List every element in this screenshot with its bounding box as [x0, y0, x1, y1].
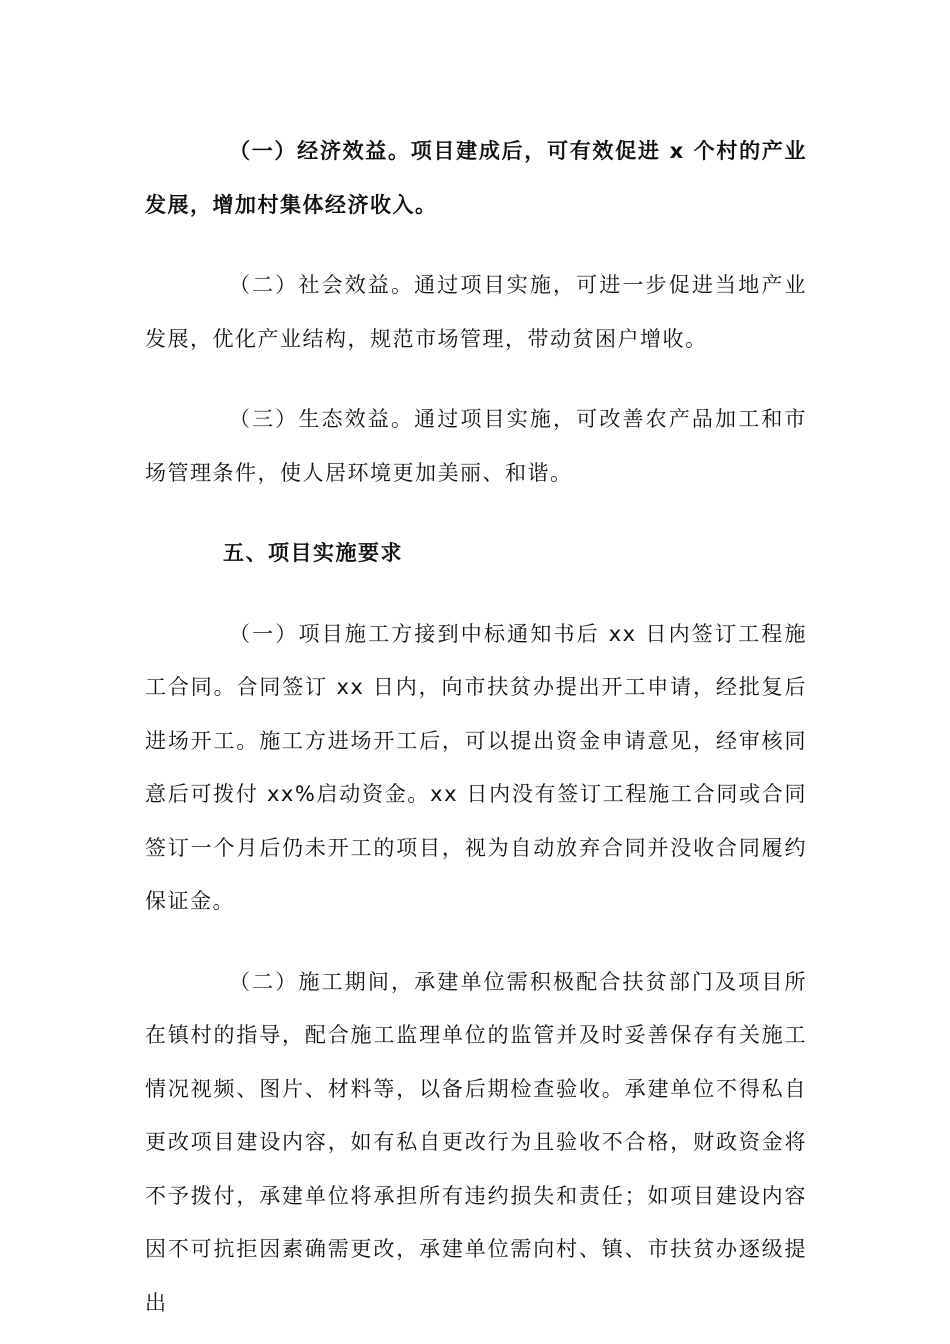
paragraph-economic-benefit: （一）经济效益。项目建成后，可有效促进 x 个村的产业发展，增加村集体经济收入。 — [145, 139, 807, 217]
paragraph-requirement-2: （二）施工期间，承建单位需积极配合扶贫部门及项目所在镇村的指导，配合施工监理单位的监管并及时妥善保存有关施工情况视频、图片、材料等，以备后期检查验收。承建单位不得私自更改项目建设内容，如有私自更改行为且验收不合格，财政资金将不予拨付，承建单位将承担所有违约损失和责任；如项目建设内容因不可抗拒因素确需更改，承建单位需向村、镇、市扶贫办逐级提出 — [145, 969, 807, 1315]
paragraph-spacer — [145, 366, 807, 393]
paragraph-spacer — [145, 929, 807, 956]
paragraph-ecological-benefit: （三）生态效益。通过项目实施，可改善农产品加工和市场管理条件，使人居环境更加美丽、和谐。 — [145, 407, 807, 485]
paragraph-spacer — [145, 232, 807, 259]
document-body — [145, 125, 807, 1330]
paragraph-spacer — [145, 500, 807, 527]
paragraph-social-benefit: （二）社会效益。通过项目实施，可进一步促进当地产业发展，优化产业结构，规范市场管理，带动贫困户增收。 — [145, 273, 807, 351]
paragraph-requirement-1: （一）项目施工方接到中标通知书后 xx 日内签订工程施工合同。合同签订 xx 日内，向市扶贫办提出开工申请，经批复后进场开工。施工方进场开工后，可以提出资金申请意见，经审核同意后可拨付 xx%启动资金。xx 日内没有签订工程施工合同或合同签订一个月后仍未开工的项目，视为自动放弃合同并没收合同履约保证金。 — [145, 621, 807, 913]
section-heading: 五、项目实施要求 — [223, 541, 403, 565]
paragraph-spacer — [145, 581, 807, 608]
